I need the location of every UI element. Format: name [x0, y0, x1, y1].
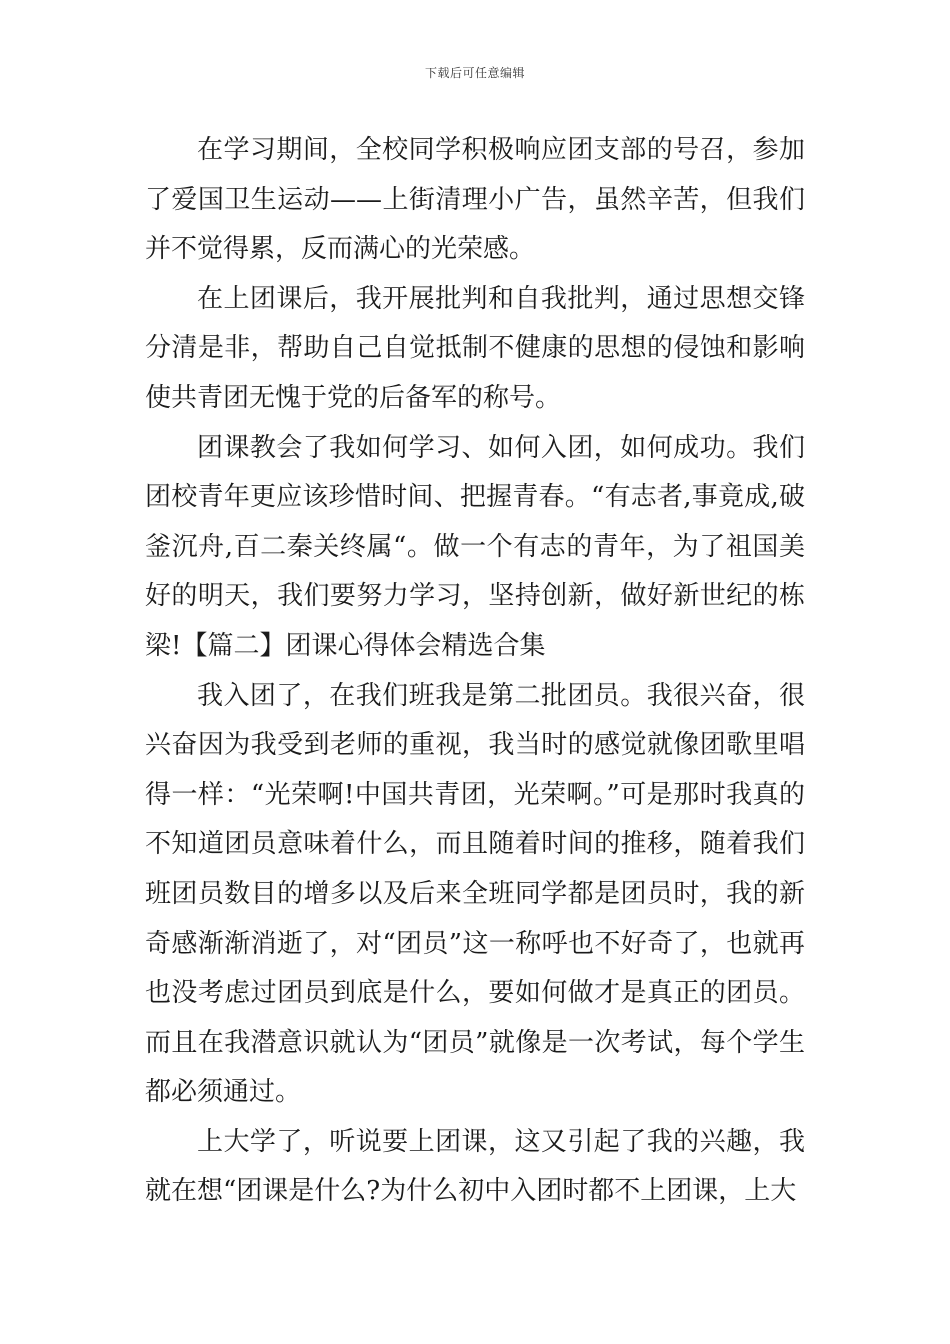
- paragraph-3: 团课教会了我如何学习、如何入团，如何成功。我们团校青年更应该珍惜时间、把握青春。“有志者,事竟成,破釜沉舟,百二秦关终属“。做一个有志的青年，为了祖国美好的明天，我们要努力学习，坚持创新，做好新世纪的栋梁!【篇二】团课心得体会精选合集: [145, 432, 805, 661]
- paragraph-1: 在学习期间，全校同学积极响应团支部的号召，参加了爱国卫生运动——上街清理小广告，虽然辛苦，但我们并不觉得累，反而满心的光荣感。: [145, 135, 805, 265]
- page-header: 下载后可任意编辑: [424, 66, 525, 80]
- paragraph-4: 我入团了，在我们班我是第二批团员。我很兴奋，很兴奋因为我受到老师的重视，我当时的感觉就像团歌里唱得一样：“光荣啊!中国共青团，光荣啊。”可是那时我真的不知道团员意味着什么，而且随着时间的推移，随着我们班团员数目的增多以及后来全班同学都是团员时，我的新奇感渐渐消逝了，对“团员”这一称呼也不好奇了，也就再也没考虑过团员到底是什么，要如何做才是真正的团员。而且在我潜意识就认为“团员”就像是一次考试，每个学生都必须通过。: [145, 680, 805, 1108]
- document-body: [145, 126, 805, 1217]
- paragraph-5: 上大学了，听说要上团课，这又引起了我的兴趣，我就在想“团课是什么?为什么初中入团时都不上团课，上大: [145, 1126, 805, 1207]
- paragraph-2: 在上团课后，我开展批判和自我批判，通过思想交锋分清是非，帮助自己自觉抵制不健康的思想的侵蚀和影响使共青团无愧于党的后备军的称号。: [145, 283, 805, 413]
